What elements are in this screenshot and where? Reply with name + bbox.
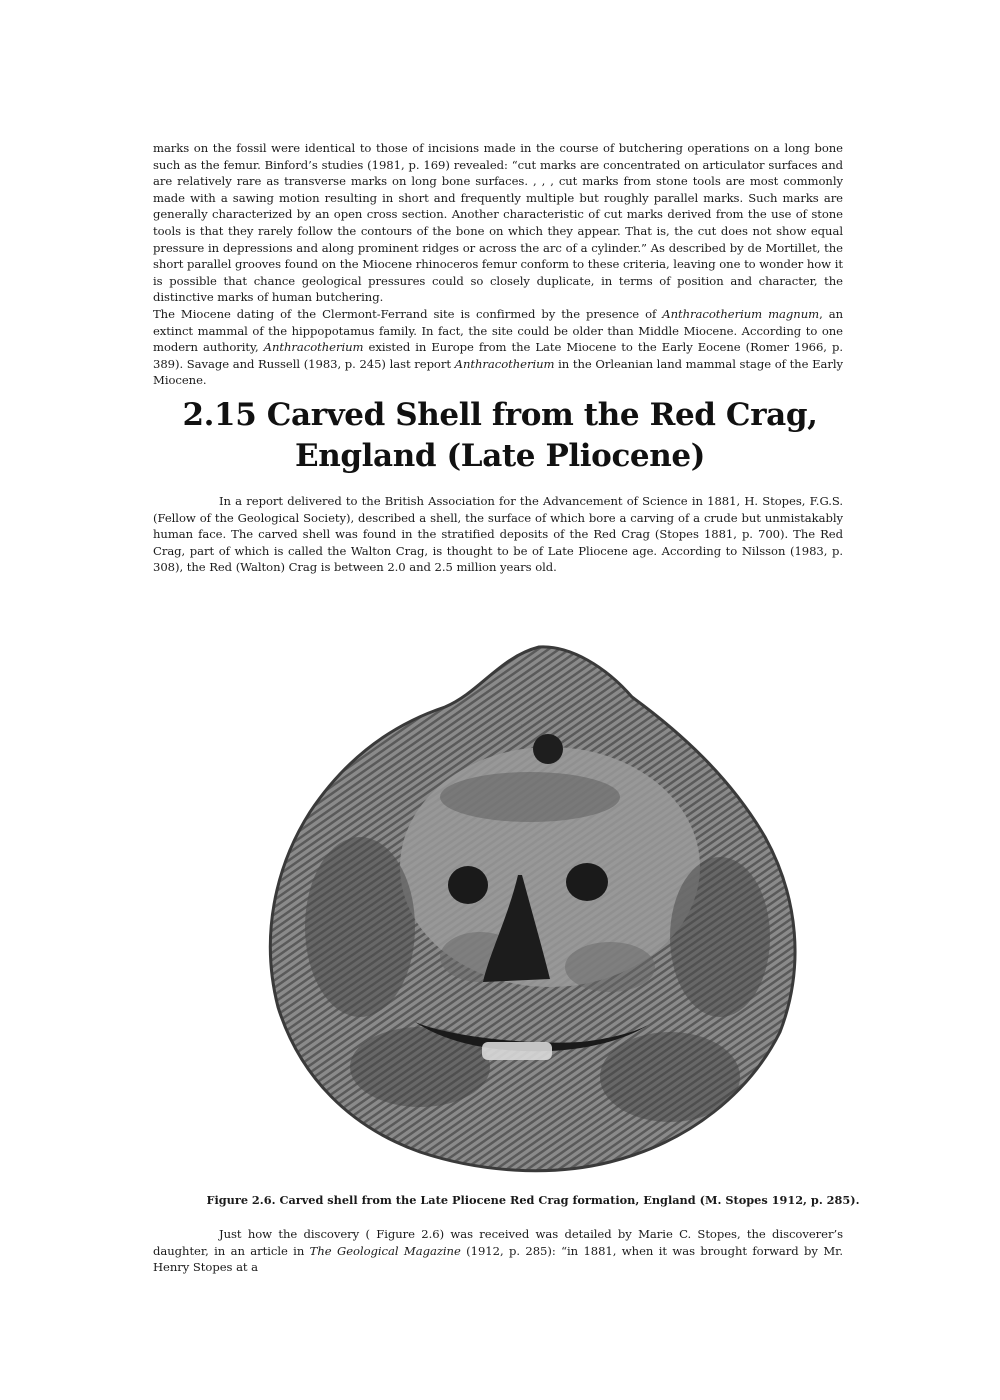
paragraph-cut-marks: marks on the fossil were identical to those of incisions made in the course of butchering operations on a long bone such as the femur. Binford’s studies (1981, p. 169) revealed: “cut marks are concentrated on articulator surfaces and are relatively rare as transverse marks on long bone surfaces. , , , cut marks from stone tools are most commonly made with a sawing motion resulting in short and frequently multiple but roughly parallel marks. Such marks are generally characterized by an open cross section. Another characteristic of cut marks derived from the use of stone tools is that they rarely follow the contours of the bone on which they appear. That is, the cut does not show equal pressure in depressions and along prominent ridges or across the arc of a cylinder.” As described by de Mortillet, the short parallel grooves found on the Miocene rhinoceros femur conform to these criteria, leaving one to wonder how it is possible that chance geological pressures could so closely duplicate, in terms of position and character, the distinctive marks of human butchering. bbox=[153, 141, 843, 305]
paragraph-discovery bbox=[153, 1226, 843, 1276]
italic-taxon: Anthracotherium bbox=[454, 356, 555, 371]
paragraph-report: In a report delivered to the British Association for the Advancement of Science in 1881, H. Stopes, F.G.S. (Fellow of the Geological Society), described a shell, the surface of which bore a carving of a crude but unmistakably human face. The carved shell was found in the stratified deposits of the Red Crag (Stopes 1881, p. 700). The Red Crag, part of which is called the Walton Crag, is thought to be of Late Pliocene age. According to Nilsson (1983, p. 308), the Red (Walton) Crag is between 2.0 and 2.5 million years old. bbox=[153, 494, 843, 575]
figure-caption: Figure 2.6. Carved shell from the Late Pliocene Red Crag formation, England (M. Stopes 1912, p. 285). bbox=[206, 1193, 860, 1207]
section-heading bbox=[150, 395, 850, 477]
heading-line-1: 2.15 Carved Shell from the Red Crag, bbox=[182, 397, 818, 433]
text-run: (1912, p. 285): “in 1881, when it was brought forward by Mr. Henry Stopes at a bbox=[153, 1243, 844, 1275]
heading-line-2: England (Late Pliocene) bbox=[295, 438, 705, 474]
text-run: Just how the discovery ( Figure 2.6) was received was detailed by Marie C. Stopes, the discoverer’s daughter, in an article in bbox=[153, 1227, 843, 1258]
text-run: existed in Europe from the Late Miocene to the Early Eocene (Romer 1966, p. 389). Savage and Russell (1983, p. 245) last report bbox=[153, 340, 843, 371]
text-run: The Miocene dating of the Clermont-Ferrand site is confirmed by the presence of bbox=[153, 307, 663, 321]
carved-shell-image bbox=[250, 637, 820, 1177]
italic-taxon: Anthracotherium bbox=[263, 340, 364, 355]
text-run: , an extinct mammal of the hippopotamus family. In fact, the site could be older than Middle Miocene. According to one modern authority, bbox=[153, 307, 843, 355]
italic-taxon: Anthracotherium magnum bbox=[662, 307, 820, 321]
text-run: in the Orleanian land mammal stage of the Early Miocene. bbox=[153, 356, 843, 388]
italic-title: The Geological Magazine bbox=[309, 1243, 461, 1258]
paragraph-miocene-dating bbox=[153, 306, 843, 389]
